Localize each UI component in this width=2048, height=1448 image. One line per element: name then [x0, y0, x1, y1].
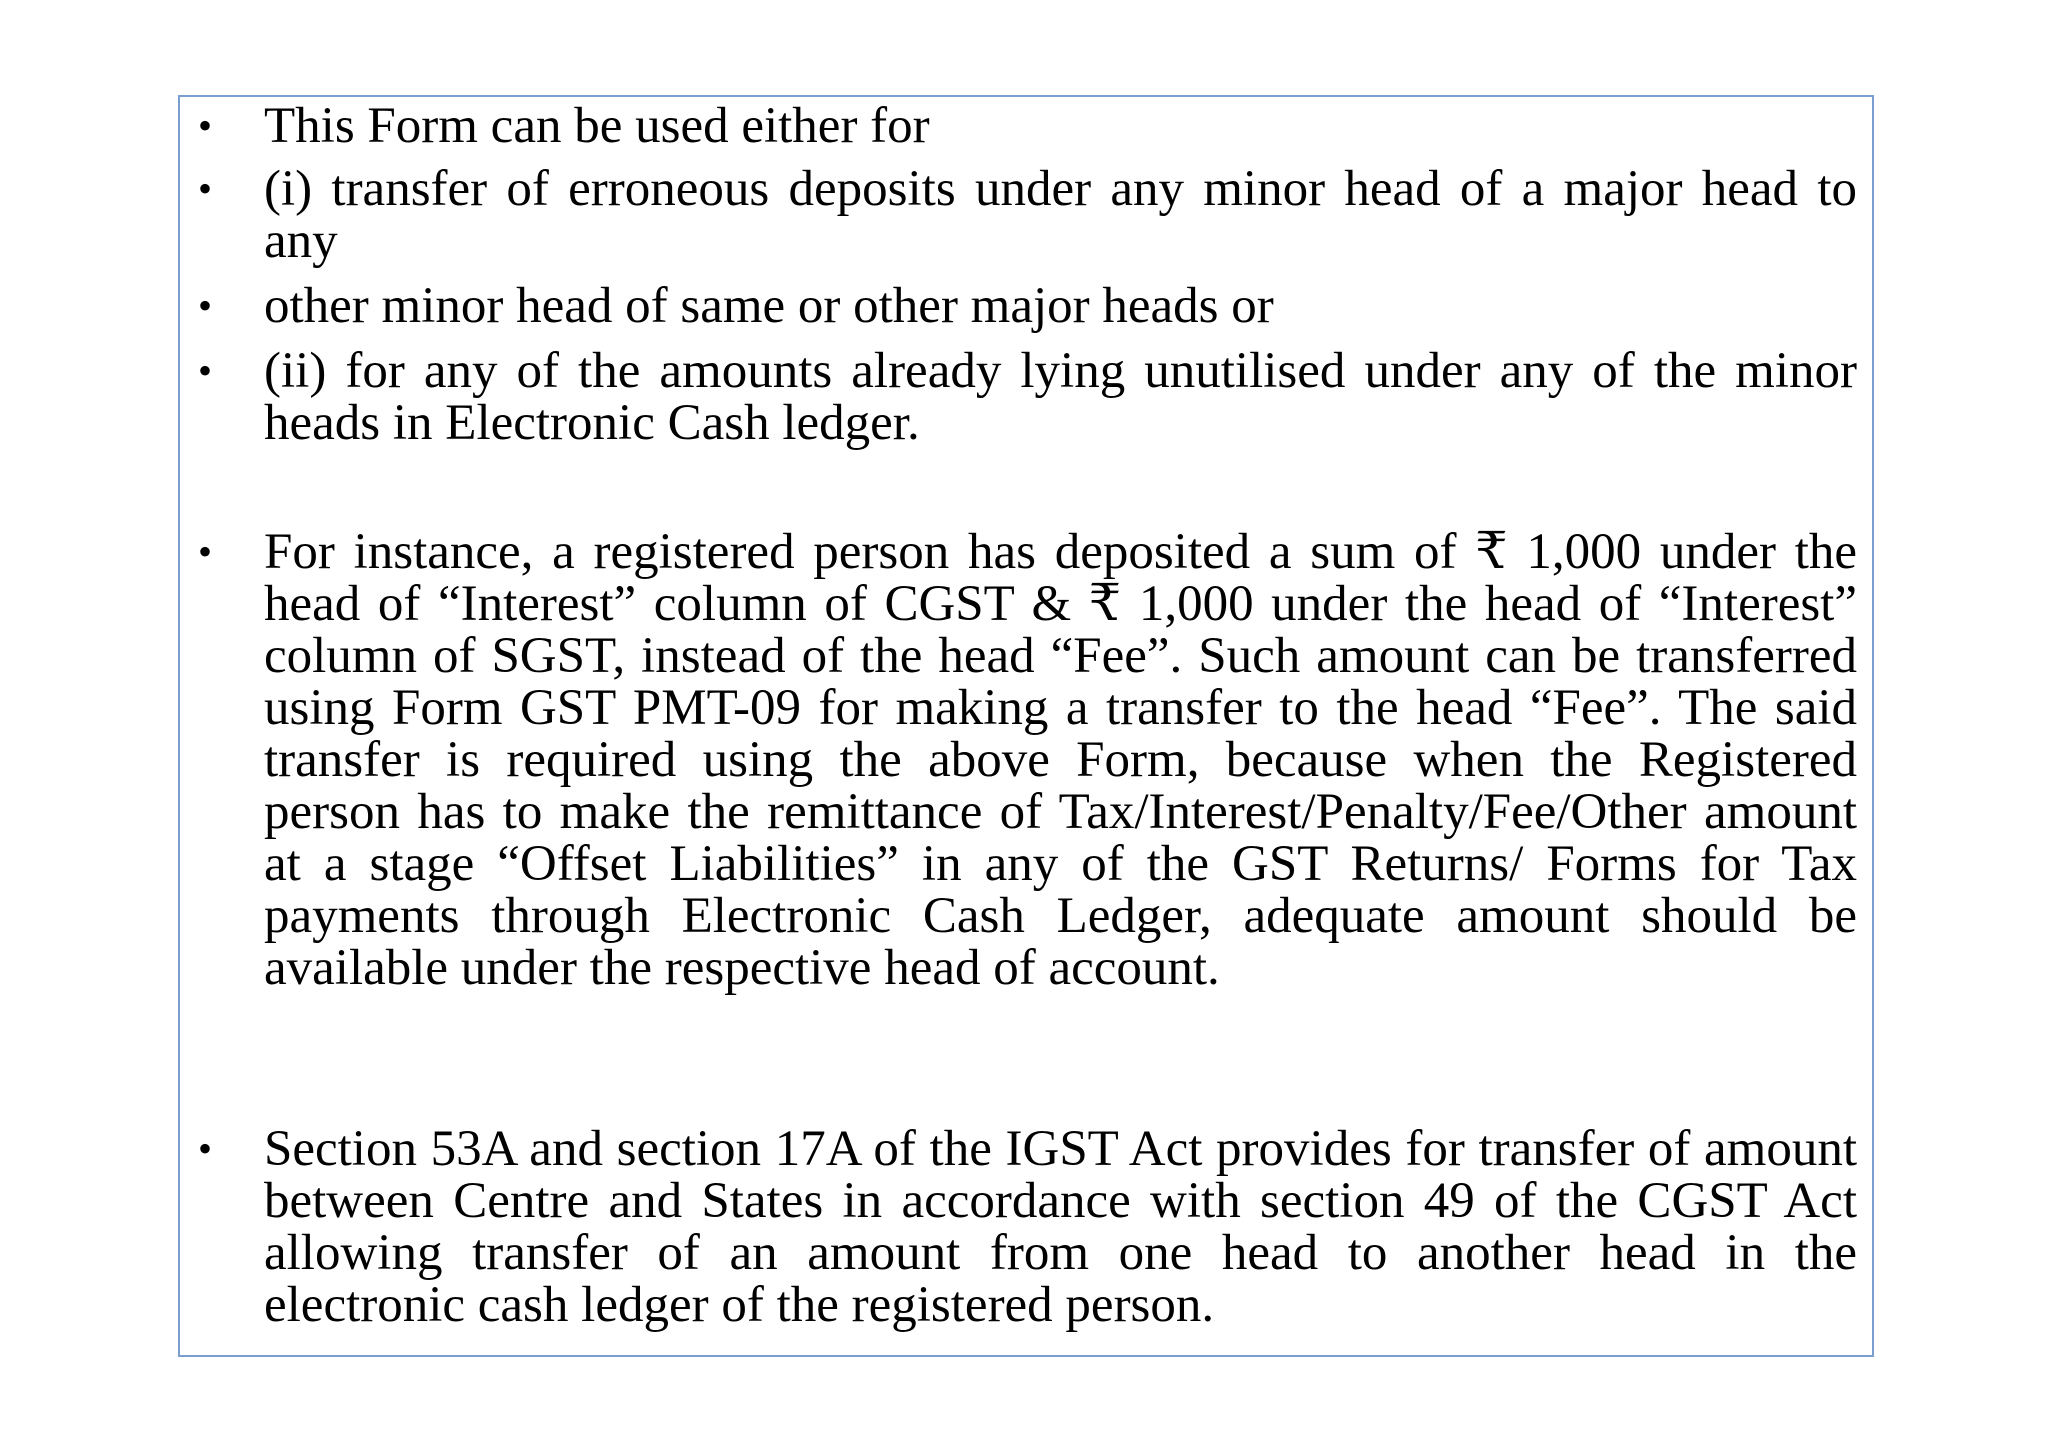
bullet-marker: • [198, 103, 213, 148]
bullet-text: other minor head of same or other major heads or [264, 278, 1274, 334]
bullet-marker: • [198, 1126, 213, 1171]
list-item [198, 161, 1857, 269]
bullet-marker: • [198, 166, 213, 211]
list-item [198, 278, 1857, 334]
bullet-text: This Form can be used either for [264, 98, 930, 154]
bullet-text: Section 53A and section 17A of the IGST Act provides for transfer of amount between Centre and States in accordance with section 49 of the CGST Act allowing transfer of an amount from one head to another head in the electronic cash ledger of the registered person. [264, 1121, 1857, 1333]
bullet-marker: • [198, 283, 213, 328]
bullet-marker: • [198, 348, 213, 393]
bullet-text: For instance, a registered person has deposited a sum of ₹ 1,000 under the head of “Interest” column of CGST & ₹ 1,000 under the head of “Interest” column of SGST, instead of the head “Fee”. Such amount can be transferred using Form GST PMT-09 for making a transfer to the head “Fee”. The said transfer is required using the above Form, because when the Registered person has to make the remittance of Tax/Interest/Penalty/Fee/Other amount at a stage “Offset Liabilities” in any of the GST Returns/ Forms for Tax payments through Electronic Cash Ledger, adequate amount should be available under the respective head of account. [264, 524, 1857, 996]
content-box [178, 95, 1874, 1357]
bullet-marker: • [198, 529, 213, 574]
list-item [198, 1121, 1857, 1333]
bullet-text: (i) transfer of erroneous deposits under any minor head of a major head to any [264, 161, 1857, 269]
list-item [198, 524, 1857, 996]
list-item [198, 343, 1857, 451]
list-item [198, 98, 1857, 154]
bullet-text: (ii) for any of the amounts already lying unutilised under any of the minor heads in Electronic Cash ledger. [264, 343, 1857, 451]
